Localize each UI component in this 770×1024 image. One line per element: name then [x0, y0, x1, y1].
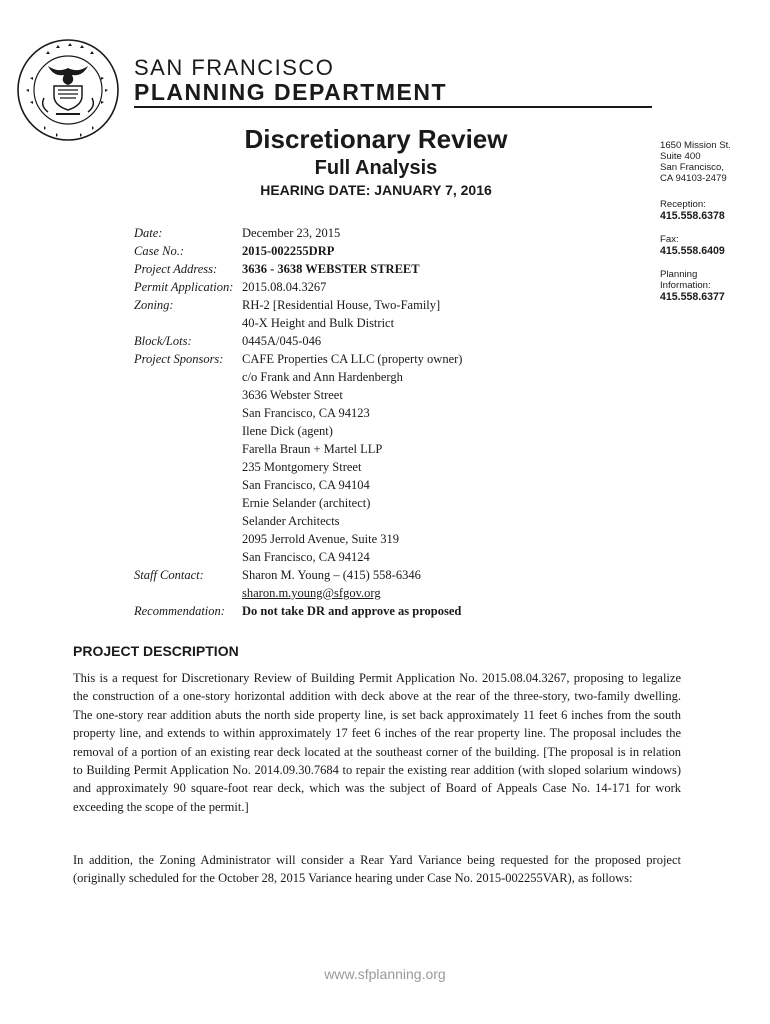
permit-value: 2015.08.04.3267 — [242, 280, 327, 294]
info-label-line2: Information: — [660, 280, 711, 291]
block-label: Block/Lots: — [134, 334, 192, 348]
recommendation-label: Recommendation: — [134, 604, 225, 618]
address-value: 3636 - 3638 WEBSTER STREET — [242, 262, 420, 276]
hearing-date: HEARING DATE: JANUARY 7, 2016 — [260, 182, 492, 198]
city-seal-logo — [16, 38, 120, 142]
date-value: December 23, 2015 — [242, 226, 341, 240]
case-details — [134, 224, 462, 620]
zoning-value-2: 40-X Height and Bulk District — [242, 316, 395, 330]
info-label-line1: Planning — [660, 269, 698, 280]
document-subtitle: Full Analysis — [314, 157, 438, 179]
project-description-heading: PROJECT DESCRIPTION — [73, 643, 239, 659]
block-value: 0445A/045-046 — [242, 334, 322, 348]
staff-value: Sharon M. Young – (415) 558-6346 — [242, 568, 421, 582]
zoning-label: Zoning: — [134, 298, 174, 312]
fax-number: 415.558.6409 — [660, 245, 725, 257]
case-value: 2015-002255DRP — [242, 244, 335, 258]
header-rule — [134, 106, 652, 108]
sponsor-line: San Francisco, CA 94123 — [242, 406, 370, 420]
staff-email-link[interactable]: sharon.m.young@sfgov.org — [242, 586, 381, 600]
contact-sidebar — [660, 140, 764, 315]
department-name-line2: PLANNING DEPARTMENT — [134, 79, 448, 105]
sponsor-line: 235 Montgomery Street — [242, 460, 362, 474]
sponsor-line: San Francisco, CA 94124 — [242, 550, 370, 564]
department-name-line1: SAN FRANCISCO — [134, 55, 335, 80]
document-title: Discretionary Review — [244, 124, 508, 154]
info-number: 415.558.6377 — [660, 291, 725, 303]
project-description-paragraph-1: This is a request for Discretionary Review of Building Permit Application No. 2015.08.04.3267, proposing to legalize the construction of a one-story horizontal addition with deck above at the rear of the three-story, two-family dwelling. The one-story rear addition abuts the north side property line, is set back approximately 11 feet 6 inches from the south property line, and extends to within approximately 17 feet 6 inches of the rear property line. The proposal includes the removal of a portion of an existing rear deck located at the southeast corner of the building. [The proposal is in relation to Building Permit Application No. 2014.09.30.7684 to repair the existing rear addition (with sloped solarium windows) and approximately 90 square-foot rear deck, which was the subject of Board of Appeals Case No. 14-171 for work exceeding the scope of the permit.] — [73, 671, 681, 814]
recommendation-value: Do not take DR and approve as proposed — [242, 604, 462, 618]
sponsor-line: Selander Architects — [242, 514, 340, 528]
sponsor-line: San Francisco, CA 94104 — [242, 478, 370, 492]
fax-label: Fax: — [660, 234, 679, 245]
sponsor-line: CAFE Properties CA LLC (property owner) — [242, 352, 463, 366]
office-address: 1650 Mission St. Suite 400 San Francisco, CA 94103-2479 — [660, 140, 731, 184]
sponsor-line: Ilene Dick (agent) — [242, 424, 333, 438]
sponsor-line: 2095 Jerrold Avenue, Suite 319 — [242, 532, 400, 546]
footer-url[interactable]: www.sfplanning.org — [324, 966, 446, 982]
project-description-paragraph-2: In addition, the Zoning Administrator will consider a Rear Yard Variance being requested for the proposed project (originally scheduled for the October 28, 2015 Variance hearing under Case No. 2015-002255VAR), as follows: — [73, 853, 681, 886]
sponsor-line: 3636 Webster Street — [242, 388, 343, 402]
permit-label: Permit Application: — [134, 280, 234, 294]
sponsor-line: c/o Frank and Ann Hardenbergh — [242, 370, 403, 384]
reception-number: 415.558.6378 — [660, 210, 725, 222]
zoning-value-1: RH-2 [Residential House, Two-Family] — [242, 298, 441, 312]
sponsors-label: Project Sponsors: — [134, 352, 224, 366]
date-label: Date: — [134, 226, 163, 240]
sponsor-line: Farella Braun + Martel LLP — [242, 442, 383, 456]
staff-label: Staff Contact: — [134, 568, 204, 582]
case-label: Case No.: — [134, 244, 184, 258]
address-label: Project Address: — [134, 262, 218, 276]
sponsor-line: Ernie Selander (architect) — [242, 496, 371, 510]
reception-label: Reception: — [660, 199, 706, 210]
